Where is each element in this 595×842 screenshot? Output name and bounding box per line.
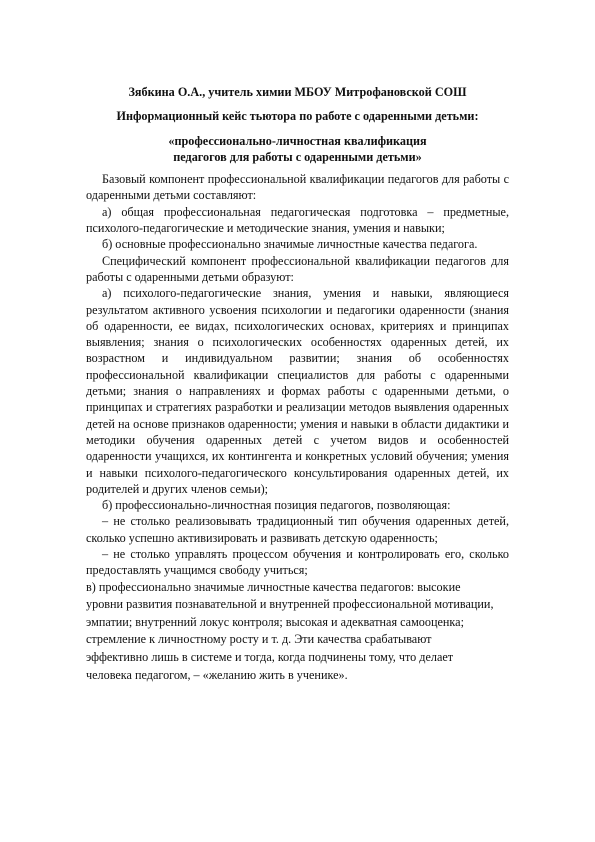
- list-item-b-position: б) профессионально-личностная позиция педагогов, позволяющая:: [102, 498, 451, 513]
- topic-title-line-1: «профессионально-личностная квалификация: [168, 133, 427, 148]
- text-line: эмпатии; внутренний локус контроля; высокая и адекватная самооценка;: [86, 614, 464, 629]
- dash-item-freedom: – не столько управлять процессом обучения и контролировать его, сколько предоставлять учащимся свободу учиться;: [86, 547, 509, 578]
- case-title: Информационный кейс тьютора по работе с одаренными детьми:: [116, 109, 479, 124]
- topic-title-line-2: педагогов для работы с одаренными детьми»: [173, 149, 422, 164]
- text-line: уровни развития познавательной и внутренней профессиональной мотивации,: [86, 597, 494, 612]
- text-line: в) профессионально значимые личностные качества педагогов: высокие: [86, 579, 461, 594]
- topic-title: [86, 133, 509, 166]
- document-body: [86, 171, 509, 578]
- author-line: Зябкина О.А., учитель химии МБОУ Митрофановской СОШ: [128, 85, 467, 99]
- list-item-c-qualities: [86, 579, 509, 685]
- text-line: эффективно лишь в системе и тогда, когда подчинены тому, что делает: [86, 649, 454, 664]
- paragraph-specific-component: Специфический компонент профессиональной квалификации педагогов для работы с одаренными детьми образуют:: [86, 253, 509, 284]
- list-item-a-psychology: а) психолого-педагогические знания, умения и навыки, являющиеся результатом активного усвоения психологии и педагогики одаренности (знания об одаренности, ее видах, психологических основах, критериях и принципах выявления; знания о психологических особенностях одаренных детей, их возрастном и индивидуальном развитии; знания об особенностях профессиональной квалификации специалистов для работы с одаренными детьми; знания о направлениях и формах работы с одаренными детьми, о принципах и стратегиях разработки и реализации методов выявления одаренных детей на основе признаков одаренности; умения и навыки в области дидактики и методики обучения одаренных детей с учетом видов и особенностей одаренности учащихся, их контингента и конкретных условий обучения; умения и навыки психолого-педагогического консультирования одаренных детей, их родителей и других членов семьи);: [86, 286, 509, 496]
- list-item-b-basic-qualities: б) основные профессионально значимые личностные качества педагога.: [102, 237, 478, 252]
- paragraph-base-component: Базовый компонент профессиональной квалификации педагогов для работы с одаренными детьми составляют:: [86, 172, 509, 203]
- text-line: стремление к личностному росту и т. д. Эти качества срабатывают: [86, 632, 432, 647]
- text-line: человека педагогом, – «желанию жить в ученике».: [86, 667, 348, 682]
- list-item-a-general: а) общая профессиональная педагогическая подготовка – предметные, психолого-педагогические и методические знания, умения и навыки;: [86, 204, 509, 236]
- dash-item-activate: – не столько реализовывать традиционный тип обучения одаренных детей, сколько успешно активизировать и развивать детскую одаренность;: [86, 514, 509, 545]
